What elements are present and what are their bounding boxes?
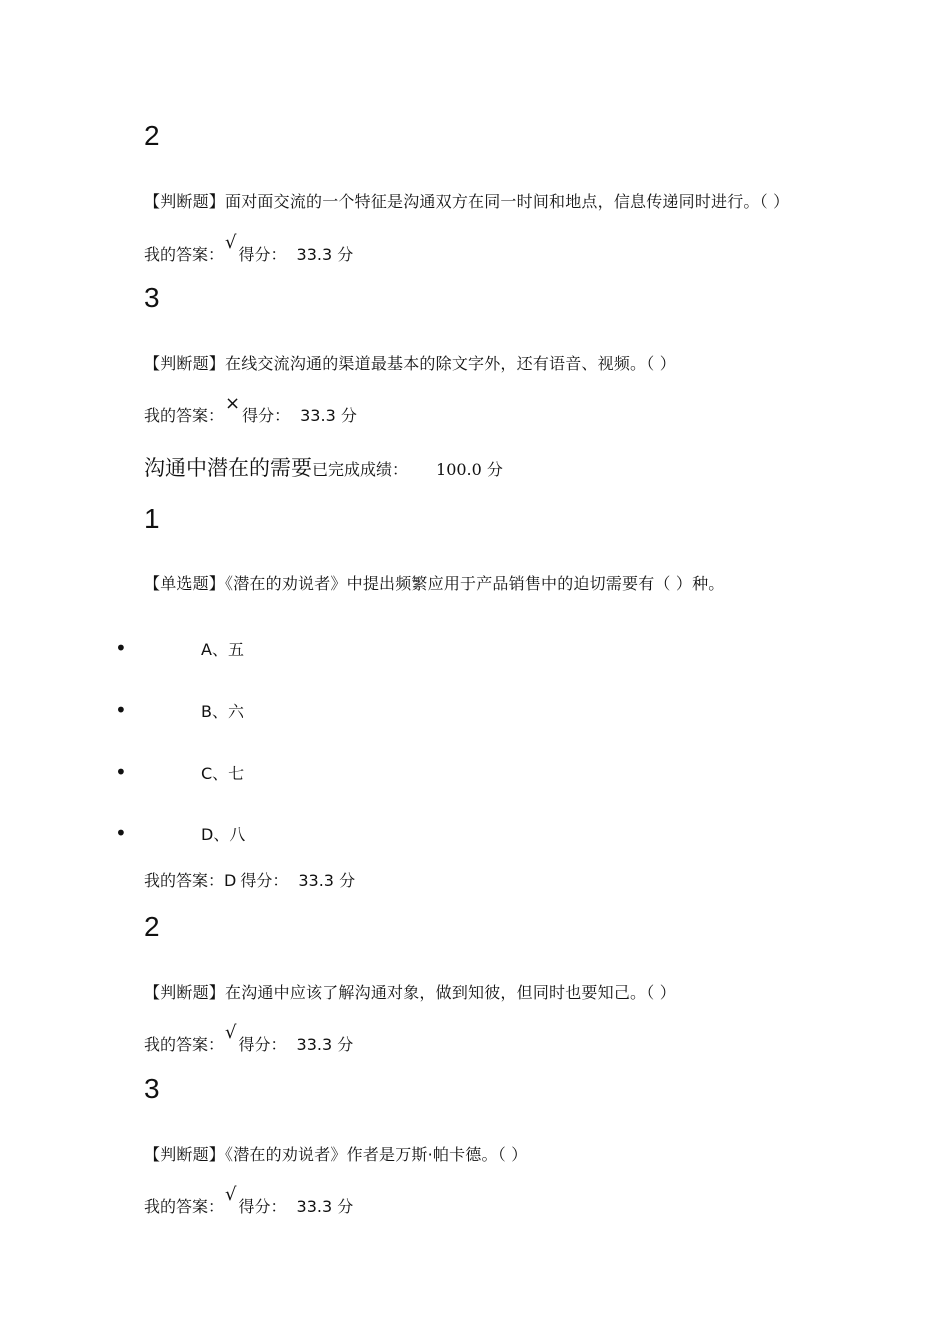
- bullet: •: [115, 821, 127, 845]
- question-type: 【判断题】: [144, 1145, 226, 1164]
- answer-label: 我的答案：: [144, 406, 225, 425]
- question-body: 在沟通中应该了解沟通对象，做到知彼，但同时也要知己。（ ）: [225, 983, 676, 1002]
- option-b[interactable]: B、六: [201, 702, 244, 721]
- question-text: [144, 1142, 527, 1165]
- question-text: [144, 571, 725, 594]
- answer-line: [144, 868, 355, 891]
- question-text: [144, 351, 676, 374]
- answer-line: [144, 1184, 354, 1217]
- question-number: 3: [144, 282, 160, 313]
- option-d[interactable]: D、八: [201, 825, 246, 844]
- bullet: •: [115, 698, 127, 722]
- answer-label: 我的答案：: [144, 245, 225, 264]
- answer-value: D: [224, 871, 237, 890]
- section-name: 沟通中潜在的需要: [144, 456, 312, 480]
- answer-line: [144, 1022, 354, 1055]
- bullet: •: [115, 760, 127, 784]
- check-icon: √: [225, 232, 237, 253]
- question-number: 3: [144, 1073, 160, 1104]
- section-total-score: 100.0 分: [436, 460, 503, 479]
- score-label: 得分：: [238, 1035, 287, 1054]
- question-type: 【判断题】: [144, 354, 226, 373]
- score-value: 33.3 分: [300, 406, 357, 425]
- question-text: [144, 189, 789, 212]
- bullet: •: [115, 636, 127, 660]
- section-status: 已完成成绩：: [312, 460, 409, 479]
- check-icon: √: [225, 1184, 237, 1205]
- question-body: 面对面交流的一个特征是沟通双方在同一时间和地点，信息传递同时进行。（ ）: [225, 192, 790, 211]
- score-value: 33.3 分: [298, 871, 356, 890]
- question-type: 【判断题】: [144, 983, 226, 1002]
- score-value: 33.3 分: [296, 1035, 354, 1054]
- question-number: 2: [144, 120, 160, 151]
- answer-label: 我的答案：: [144, 1035, 225, 1054]
- section-title: [144, 452, 503, 482]
- check-icon: √: [225, 1022, 237, 1043]
- cross-icon: ×: [225, 393, 241, 414]
- answer-label: 我的答案：: [144, 871, 225, 890]
- score-value: 33.3 分: [296, 245, 354, 264]
- question-number: 2: [144, 911, 160, 942]
- score-label: 得分：: [238, 245, 287, 264]
- option-c[interactable]: C、七: [201, 764, 245, 783]
- question-text: [144, 980, 676, 1003]
- score-label: 得分：: [238, 1197, 287, 1216]
- option-a[interactable]: A、五: [201, 640, 244, 659]
- score-label: 得分：: [242, 406, 291, 425]
- question-body: 《潜在的劝说者》作者是万斯·帕卡德。（ ）: [225, 1145, 528, 1164]
- question-body: 在线交流沟通的渠道最基本的除文字外，还有语音、视频。（ ）: [225, 354, 676, 373]
- answer-label: 我的答案：: [144, 1197, 225, 1216]
- question-body: 《潜在的劝说者》中提出频繁应用于产品销售中的迫切需要有（ ）种。: [225, 574, 725, 593]
- score-label: 得分：: [240, 871, 289, 890]
- question-number: 1: [144, 503, 160, 534]
- answer-line: [144, 393, 357, 426]
- question-type: 【单选题】: [144, 574, 226, 593]
- question-type: 【判断题】: [144, 192, 226, 211]
- answer-line: [144, 232, 354, 265]
- score-value: 33.3 分: [296, 1197, 354, 1216]
